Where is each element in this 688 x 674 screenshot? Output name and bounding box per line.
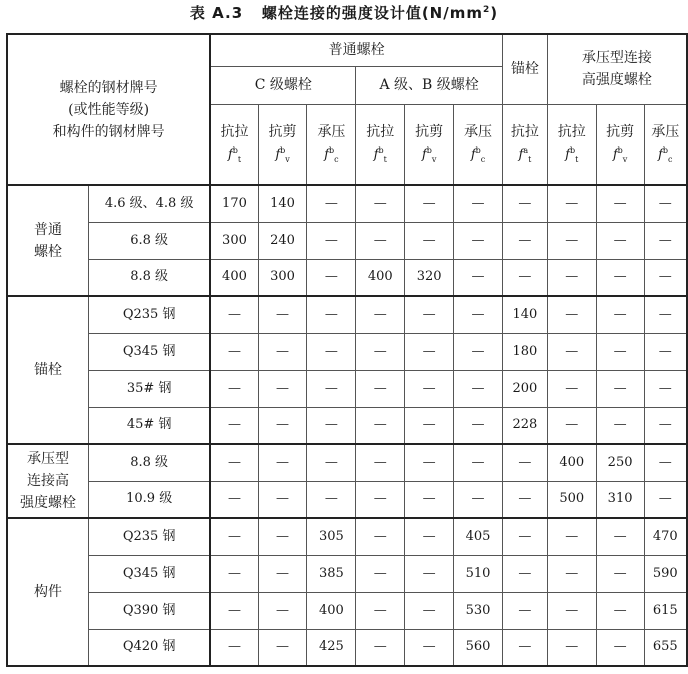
value-cell: — [502,444,547,481]
symbol-base: f [324,147,329,163]
value-cell: — [596,370,644,407]
value-cell: 228 [502,407,547,444]
value-cell: — [356,185,405,222]
column-label: 抗剪 [415,123,444,140]
grade-cell: Q235 钢 [89,296,211,333]
value-cell: — [307,296,356,333]
symbol-subscript: v [285,154,290,164]
symbol-superscript: a [523,145,529,155]
value-cell: 425 [307,629,356,666]
value-cell: 240 [258,222,307,259]
header-row-1 [7,34,687,66]
value-cell: — [405,296,454,333]
table-row [7,555,687,592]
value-cell: — [405,629,454,666]
table-row [7,592,687,629]
value-cell: — [547,185,596,222]
value-cell: — [356,481,405,518]
value-cell: — [307,444,356,481]
value-cell: — [356,518,405,555]
symbol-subscript: t [575,154,579,164]
column-symbol [645,143,686,168]
symbol-subscript: v [622,154,628,164]
value-cell: — [356,370,405,407]
value-cell: — [356,592,405,629]
table-row [7,222,687,259]
value-cell: — [644,407,687,444]
grade-cell: 10.9 级 [89,481,211,518]
value-cell: — [502,629,547,666]
table-row [7,444,687,481]
value-cell: — [356,407,405,444]
value-cell: — [596,518,644,555]
value-cell: — [210,370,258,407]
value-cell: 500 [547,481,596,518]
corner-line: (或性能等级) [68,101,150,118]
grade-cell: Q420 钢 [89,629,211,666]
group-name-line: 普通 [34,221,63,238]
symbol-base: f [373,147,379,163]
value-cell: — [405,481,454,518]
value-cell: — [596,333,644,370]
c-grade-header: C 级螺栓 [210,66,356,104]
value-cell: — [356,555,405,592]
value-cell: — [258,296,307,333]
group-name-line: 锚栓 [34,362,63,378]
column-header [547,104,596,185]
symbol-subscript: t [528,154,532,164]
value-cell: — [502,222,547,259]
column-header [454,104,503,185]
value-cell: — [644,333,687,370]
bolt-strength-table [6,33,688,667]
value-cell: 305 [307,518,356,555]
value-cell: — [258,555,307,592]
value-cell: — [210,333,258,370]
value-cell: — [547,370,596,407]
value-cell: — [454,407,503,444]
column-label: 承压 [651,123,680,140]
column-header [210,104,258,185]
value-cell: — [644,259,687,296]
value-cell: — [547,222,596,259]
value-cell: — [644,444,687,481]
symbol-base: f [565,147,570,163]
value-cell: — [258,370,307,407]
value-cell: 400 [210,259,258,296]
column-symbol [259,143,307,168]
value-cell: 405 [454,518,503,555]
value-cell: — [502,259,547,296]
value-cell: — [547,296,596,333]
value-cell: — [210,407,258,444]
symbol-base: f [421,147,427,163]
value-cell: — [258,592,307,629]
table-number: 表 A.3 [189,4,244,22]
table-row [7,481,687,518]
value-cell: — [454,333,503,370]
symbol-superscript: b [328,145,335,155]
value-cell: — [454,222,503,259]
grade-cell: Q345 钢 [89,555,211,592]
group-name-line: 强度螺栓 [20,495,77,511]
symbol-superscript: b [569,145,576,155]
symbol-subscript: c [667,154,673,164]
table-row [7,518,687,555]
table-row [7,296,687,333]
value-cell: — [405,185,454,222]
column-label: 抗拉 [220,123,249,140]
grade-cell: Q345 钢 [89,333,211,370]
value-cell: — [307,222,356,259]
grade-cell: Q235 钢 [89,518,211,555]
value-cell: 655 [644,629,687,666]
group-name [7,296,89,444]
value-cell: — [502,185,547,222]
value-cell: 400 [547,444,596,481]
table-caption: 螺栓连接的强度设计值(N/mm [261,4,483,22]
value-cell: — [502,555,547,592]
grade-cell: 8.8 级 [89,444,211,481]
column-header [356,104,405,185]
value-cell: — [405,555,454,592]
symbol-superscript: b [378,145,384,155]
value-cell: 590 [644,555,687,592]
value-cell: — [356,629,405,666]
value-cell: 250 [596,444,644,481]
value-cell: 530 [454,592,503,629]
value-cell: — [258,407,307,444]
value-cell: — [596,592,644,629]
column-header [644,104,687,185]
column-label: 抗剪 [268,123,297,140]
symbol-subscript: v [431,154,437,164]
symbol-superscript: b [475,145,481,155]
symbol-subscript: t [237,154,242,164]
ordinary-bolt-header: 普通螺栓 [210,34,502,66]
symbol-base: f [470,147,476,163]
corner-header [7,34,210,185]
value-cell: — [596,259,644,296]
column-symbol [454,143,502,168]
value-cell: — [547,333,596,370]
value-cell: — [258,518,307,555]
value-cell: — [547,592,596,629]
high-strength-line: 高强度螺栓 [581,72,652,89]
value-cell: — [405,407,454,444]
value-cell: — [210,481,258,518]
value-cell: 200 [502,370,547,407]
value-cell: — [454,296,503,333]
value-cell: — [547,518,596,555]
grade-cell: 4.6 级、4.8 级 [89,185,211,222]
value-cell: — [547,259,596,296]
symbol-base: f [227,147,233,163]
value-cell: 140 [258,185,307,222]
symbol-base: f [518,147,524,163]
group-name-line: 连接高 [27,473,70,489]
caption-close: ) [490,4,499,22]
symbol-base: f [658,147,663,163]
value-cell: — [210,555,258,592]
value-cell: — [547,407,596,444]
value-cell: — [596,555,644,592]
value-cell: — [502,592,547,629]
value-cell: — [258,481,307,518]
column-label: 抗拉 [510,123,539,140]
column-header [502,104,547,185]
value-cell: 510 [454,555,503,592]
value-cell: — [596,185,644,222]
value-cell: — [356,222,405,259]
value-cell: — [547,555,596,592]
grade-cell: Q390 钢 [89,592,211,629]
ab-grade-header: A 级、B 级螺栓 [356,66,503,104]
column-symbol [548,143,596,168]
anchor-header: 锚栓 [502,34,547,104]
value-cell: 560 [454,629,503,666]
value-cell: 300 [210,222,258,259]
group-name-line: 承压型 [27,451,70,467]
value-cell: 310 [596,481,644,518]
column-header [307,104,356,185]
value-cell: — [405,444,454,481]
value-cell: — [210,592,258,629]
symbol-subscript: c [480,154,486,164]
value-cell: — [502,518,547,555]
column-header [405,104,454,185]
symbol-superscript: b [662,145,668,155]
group-name-line: 构件 [34,584,63,600]
column-header [258,104,307,185]
column-symbol [356,143,404,168]
value-cell: 170 [210,185,258,222]
column-symbol [211,143,257,168]
value-cell: — [307,185,356,222]
caption-superscript: 2 [482,5,491,15]
symbol-superscript: b [617,145,623,155]
value-cell: — [405,370,454,407]
column-symbol [597,143,644,168]
symbol-superscript: b [280,145,286,155]
table-row [7,629,687,666]
value-cell: — [644,370,687,407]
column-label: 承压 [317,123,346,140]
column-symbol [307,143,355,168]
table-row [7,407,687,444]
value-cell: — [644,185,687,222]
column-label: 抗拉 [366,123,395,140]
value-cell: — [258,333,307,370]
value-cell: — [210,629,258,666]
value-cell: — [307,333,356,370]
high-strength-line: 承压型连接 [581,50,652,67]
grade-cell: 8.8 级 [89,259,211,296]
symbol-subscript: t [383,154,387,164]
value-cell: — [307,259,356,296]
value-cell: — [502,481,547,518]
value-cell: — [596,296,644,333]
group-name [7,444,89,518]
value-cell: 470 [644,518,687,555]
value-cell: — [644,296,687,333]
value-cell: — [547,629,596,666]
value-cell: — [405,222,454,259]
table-row [7,370,687,407]
column-symbol [503,143,547,168]
value-cell: — [356,333,405,370]
value-cell: — [405,592,454,629]
corner-line: 和构件的钢材牌号 [52,123,165,140]
column-label: 承压 [464,123,493,140]
value-cell: — [454,185,503,222]
group-name-line: 螺栓 [34,243,63,260]
symbol-subscript: c [334,154,339,164]
value-cell: — [644,481,687,518]
symbol-base: f [612,147,618,163]
symbol-superscript: b [232,145,238,155]
value-cell: — [258,629,307,666]
value-cell: 320 [405,259,454,296]
value-cell: — [454,444,503,481]
value-cell: — [258,444,307,481]
value-cell: — [454,259,503,296]
value-cell: 385 [307,555,356,592]
value-cell: 400 [356,259,405,296]
grade-cell: 35# 钢 [89,370,211,407]
value-cell: — [454,481,503,518]
value-cell: — [596,629,644,666]
value-cell: — [307,481,356,518]
value-cell: — [210,296,258,333]
symbol-base: f [275,147,281,163]
corner-line: 螺栓的钢材牌号 [59,79,158,96]
value-cell: — [644,222,687,259]
column-label: 抗剪 [606,123,635,140]
table-row [7,333,687,370]
column-header [596,104,644,185]
value-cell: — [210,444,258,481]
grade-cell: 45# 钢 [89,407,211,444]
value-cell: 300 [258,259,307,296]
value-cell: — [454,370,503,407]
value-cell: — [356,444,405,481]
grade-cell: 6.8 级 [89,222,211,259]
table-title [0,2,688,23]
table-row [7,185,687,222]
symbol-superscript: b [426,145,432,155]
value-cell: — [307,370,356,407]
value-cell: 615 [644,592,687,629]
high-strength-header [547,34,687,104]
group-name [7,185,89,296]
table-body [7,34,687,666]
value-cell: — [405,518,454,555]
value-cell: 180 [502,333,547,370]
table-row [7,259,687,296]
value-cell: 400 [307,592,356,629]
value-cell: 140 [502,296,547,333]
column-symbol [405,143,453,168]
value-cell: — [356,296,405,333]
value-cell: — [210,518,258,555]
column-label: 抗拉 [557,123,586,140]
value-cell: — [307,407,356,444]
group-name [7,518,89,666]
value-cell: — [405,333,454,370]
value-cell: — [596,407,644,444]
value-cell: — [596,222,644,259]
